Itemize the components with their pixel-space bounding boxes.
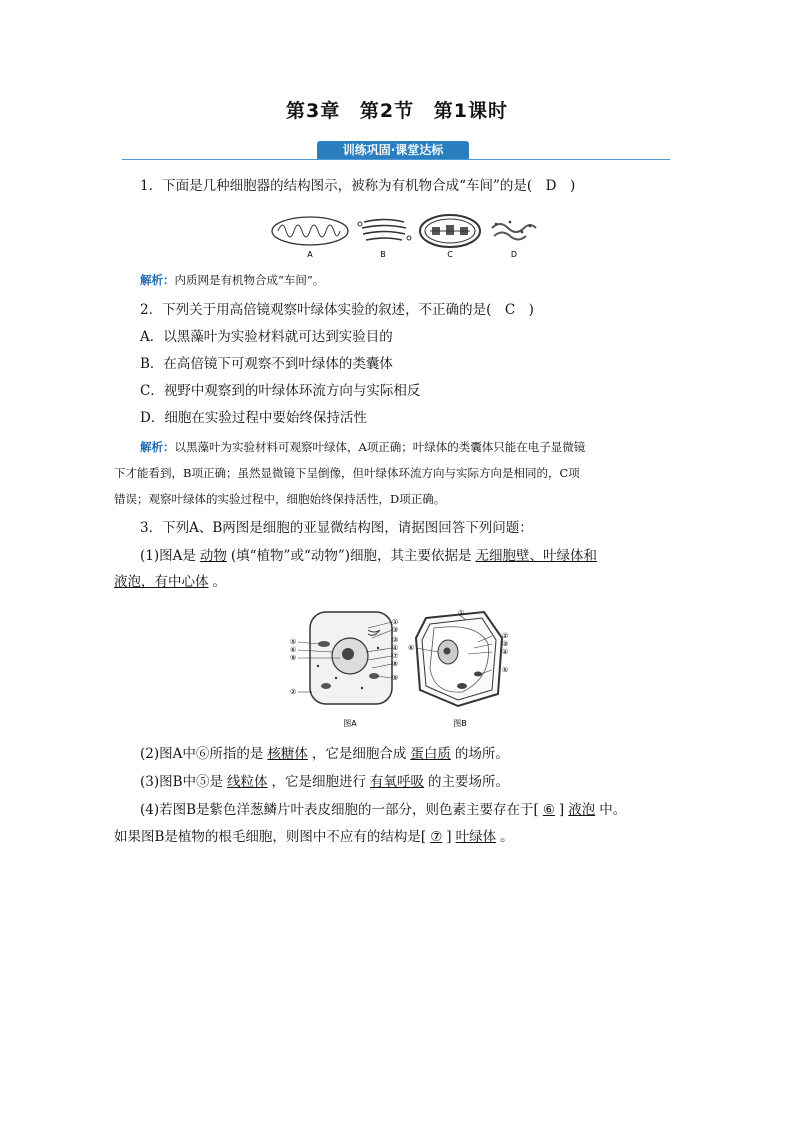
q2-text: 2．下列关于用高倍镜观察叶绿体实验的叙述，不正确的是( C ) (140, 302, 534, 318)
analysis-text: 内质网是有机物合成“车间”。 (174, 273, 325, 287)
q3-p4-text-d: 如果图B是植物的根毛细胞，则图中不应有的结构是[ (114, 829, 427, 845)
q2-analysis-line-2: 下才能看到，B项正确；虽然显微镜下呈倒像，但叶绿体环流方向与实际方向是相同的，C项 (114, 466, 580, 480)
q3-p4-text-c: 中。 (599, 802, 627, 818)
plant-cell-diagram (408, 609, 508, 728)
golgi-apparatus-icon (358, 220, 411, 241)
q3-part3 (140, 772, 509, 792)
figB-mark-2: ⑥ (408, 644, 415, 652)
page-title (0, 96, 794, 123)
q3-part4 (140, 800, 626, 820)
figB-mark-5: ④ (502, 648, 509, 656)
figA-mark-10: ⑧ (392, 660, 399, 668)
q3-p4-text-b: ] (558, 802, 565, 818)
q1-analysis (140, 270, 324, 290)
q3-part1 (140, 546, 601, 566)
q3-p2-text-b: ，它是细胞合成 (311, 746, 407, 762)
q3-p4-text-a: (4)若图B是紫色洋葱鳞片叶表皮细胞的一部分，则色素主要存在于[ (140, 802, 539, 818)
header-divider (122, 159, 670, 160)
answer-ribosome: 核糖体 (267, 746, 308, 762)
figB-mark-3: ② (502, 632, 509, 640)
figure-label-a: A (307, 250, 313, 259)
q3-p4-text-e: ] (446, 829, 452, 845)
q3-p4-text-f: 。 (500, 829, 514, 845)
q2-option-a: A．以黑藻叶为实验材料就可达到实验目的 (140, 329, 393, 345)
figA-mark-11: ⑨ (392, 674, 399, 682)
figB-mark-6: ⑤ (502, 666, 509, 674)
figB-mark-1: ① (458, 609, 465, 617)
chapter-label: 第3章 (286, 100, 341, 122)
answer-chloroplast: 叶绿体 (455, 829, 497, 845)
figure-b-label: 图B (453, 719, 467, 728)
figA-mark-7: ③ (392, 636, 399, 644)
answer-reason-part2: 液泡，有中心体 (114, 574, 209, 590)
answer-reason-part1: 无细胞壁、叶绿体和 (475, 548, 598, 564)
q3-part1-cont (114, 572, 226, 592)
figA-mark-8: ④ (392, 644, 399, 652)
q3-p2-text-c: 的场所。 (454, 746, 509, 762)
q3-p2-text-a: (2)图A中⑥所指的是 (140, 746, 264, 762)
answer-vacuole: 液泡 (568, 802, 596, 818)
cell-structure-figure (288, 608, 520, 733)
q3-part4-cont (114, 827, 514, 847)
mitochondrion-icon (272, 217, 348, 245)
figA-mark-3: ⑤ (290, 638, 297, 646)
q3-p1-text-a: (1)图A是 (140, 548, 196, 564)
figure-a-label: 图A (343, 719, 357, 728)
section-label: 第2节 (359, 100, 415, 122)
answer-aerobic-respiration: 有氧呼吸 (370, 774, 425, 790)
answer-protein: 蛋白质 (410, 746, 451, 762)
analysis-label: 解析： (140, 440, 175, 454)
figA-mark-4: ⑥ (290, 646, 297, 654)
q3-p3-text-c: 的主要场所。 (428, 774, 510, 790)
q2-option-c: C．视野中观察到的叶绿体环流方向与实际相反 (140, 383, 421, 399)
q2-analysis-line-3: 错误；观察叶绿体的实验过程中，细胞始终保持活性，D项正确。 (114, 492, 446, 506)
endoplasmic-reticulum-icon (492, 221, 536, 240)
q3-p3-text-b: ，它是细胞进行 (271, 774, 367, 790)
chloroplast-icon (420, 215, 480, 247)
figure-label-b: B (380, 250, 386, 259)
analysis-label: 解析： (140, 273, 175, 287)
q3-p1-text-b: (填“植物”或“动物”)细胞，其主要依据是 (230, 548, 472, 564)
q3-p1-end: 。 (212, 574, 226, 590)
figure-label-c: C (447, 250, 453, 259)
q2-option-b: B．在高倍镜下可观察不到叶绿体的类囊体 (140, 356, 393, 372)
figure-label-d: D (510, 250, 518, 259)
analysis-text: 以黑藻叶为实验材料可观察叶绿体，A项正确；叶绿体的类囊体只能在电子显微镜 (174, 440, 586, 454)
figA-mark-1: ① (392, 618, 399, 626)
section-banner: 训练巩固·课堂达标 (317, 141, 469, 159)
q3-part2 (140, 744, 509, 764)
q2-option-d: D．细胞在实验过程中要始终保持活性 (140, 410, 367, 426)
q3-stem: 3．下列A、B两图是细胞的亚显微结构图，请据图回答下列问题： (140, 520, 533, 536)
figA-mark-6: ② (290, 688, 297, 696)
answer-mitochondrion: 线粒体 (227, 774, 268, 790)
q1-text: 1．下面是几种细胞器的结构图示，被称为有机物合成“车间”的是( D ) (140, 178, 576, 194)
answer-animal: 动物 (199, 548, 227, 564)
figA-mark-9: ⑦ (392, 652, 399, 660)
organelle-figure (270, 210, 540, 260)
figA-mark-5: ⑨ (290, 654, 297, 662)
figA-mark-2: ③ (392, 626, 399, 634)
figB-mark-4: ③ (502, 640, 509, 648)
animal-cell-diagram (290, 612, 398, 728)
q3-p3-text-a: (3)图B中⑤是 (140, 774, 224, 790)
lesson-label: 第1课时 (433, 100, 508, 122)
answer-structure-number-6: ⑥ (542, 802, 555, 818)
answer-structure-number-7: ⑦ (430, 829, 443, 845)
q2-analysis-line-1 (140, 437, 585, 457)
